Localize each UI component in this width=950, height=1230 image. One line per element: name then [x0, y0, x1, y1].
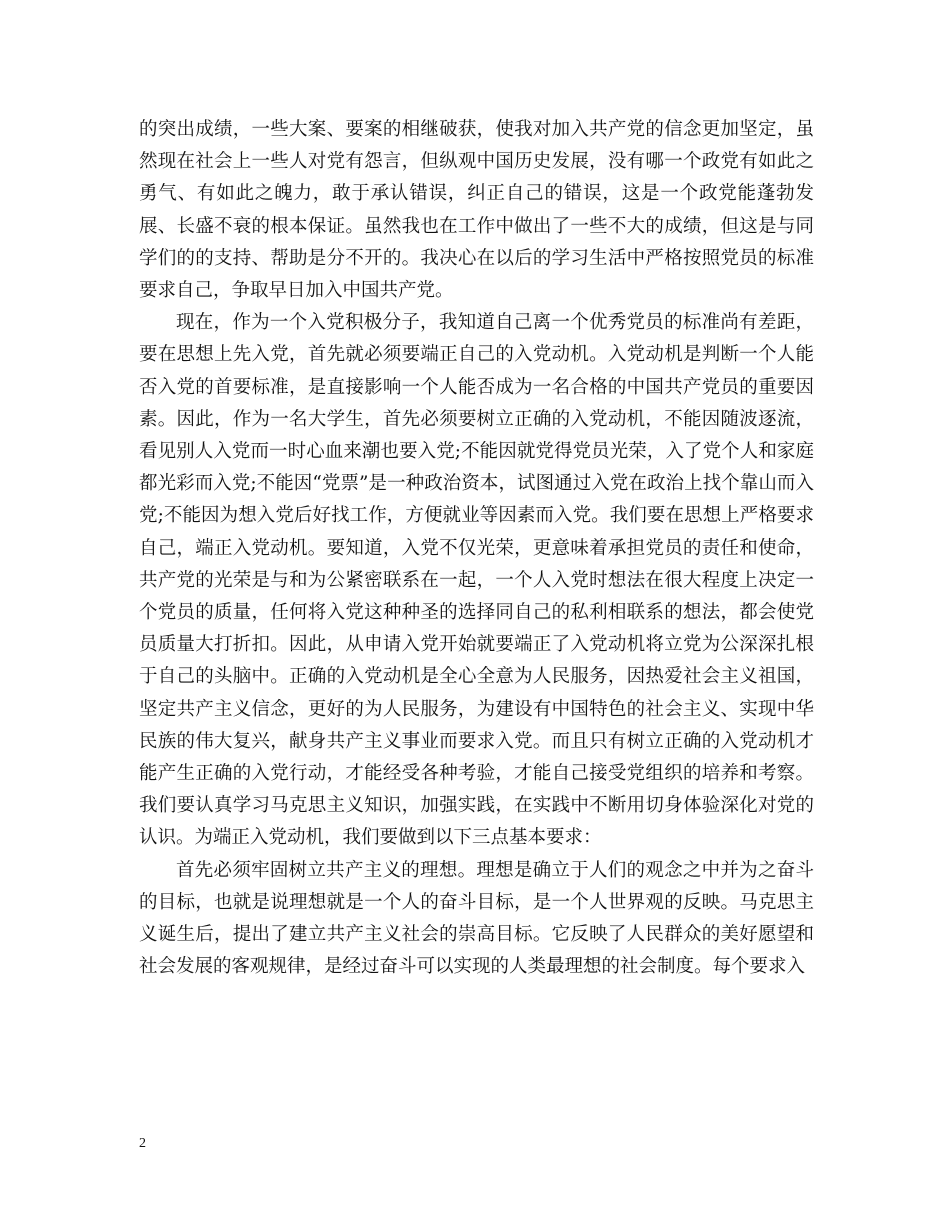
paragraph-ideals: 首先必须牢固树立共产主义的理想。理想是确立于人们的观念之中并为之奋斗的目标，也就是说理想就是一个人的奋斗目标，是一个人世界观的反映。马克思主义诞生后，提出了建立共产主义社会的崇高目标。它反映了人民群众的美好愿望和社会发展的客观规律，是经过奋斗可以实现的人类最理想的社会制度。每个要求入	[139, 859, 814, 978]
paragraph-continuation: 的突出成绩，一些大案、要案的相继破获，使我对加入共产党的信念更加坚定，虽然现在社会上一些人对党有怨言，但纵观中国历史发展，没有哪一个政党有如此之勇气、有如此之魄力，敢于承认错误，纠正自己的错误，这是一个政党能蓬勃发展、长盛不衰的根本保证。虽然我也在工作中做出了一些不大的成绩，但这是与同学们的的支持、帮助是分不开的。我决心在以后的学习生活中严格按照党员的标准要求自己，争取早日加入中国共产党。	[139, 119, 814, 302]
document-body	[139, 114, 814, 983]
paragraph-motivation: 现在，作为一个入党积极分子，我知道自己离一个优秀党员的标准尚有差距，要在思想上先入党，首先就必须要端正自己的入党动机。入党动机是判断一个人能否入党的首要标准，是直接影响一个人能否成为一名合格的中国共产党员的重要因素。因此，作为一名大学生，首先必须要树立正确的入党动机，不能因随波逐流，看见别人入党而一时心血来潮也要入党;不能因就党得党员光荣，入了党个人和家庭都光彩而入党;不能因“党票”是一种政治资本，试图通过入党在政治上找个靠山而入党;不能因为想入党后好找工作，方便就业等因素而入党。我们要在思想上严格要求自己，端正入党动机。要知道，入党不仅光荣，更意味着承担党员的责任和使命，共产党的光荣是与和为公紧密联系在一起，一个人入党时想法在很大程度上决定一个党员的质量，任何将入党这种种圣的选择同自己的私利相联系的想法，都会使党员质量大打折扣。因此，从申请入党开始就要端正了入党动机将立党为公深深扎根于自己的头脑中。正确的入党动机是全心全意为人民服务，因热爱社会主义祖国，坚定共产主义信念，更好的为人民服务，为建设有中国特色的社会主义、实现中华民族的伟大复兴，献身共产主义事业而要求入党。而且只有树立正确的入党动机才能产生正确的入党行动，才能经受各种考验，才能自己接受党组织的培养和考察。我们要认真学习马克思主义知识，加强实践，在实践中不断用切身体验深化对党的认识。为端正入党动机，我们要做到以下三点基本要求：	[139, 312, 814, 849]
page-number: 2	[139, 1136, 146, 1151]
